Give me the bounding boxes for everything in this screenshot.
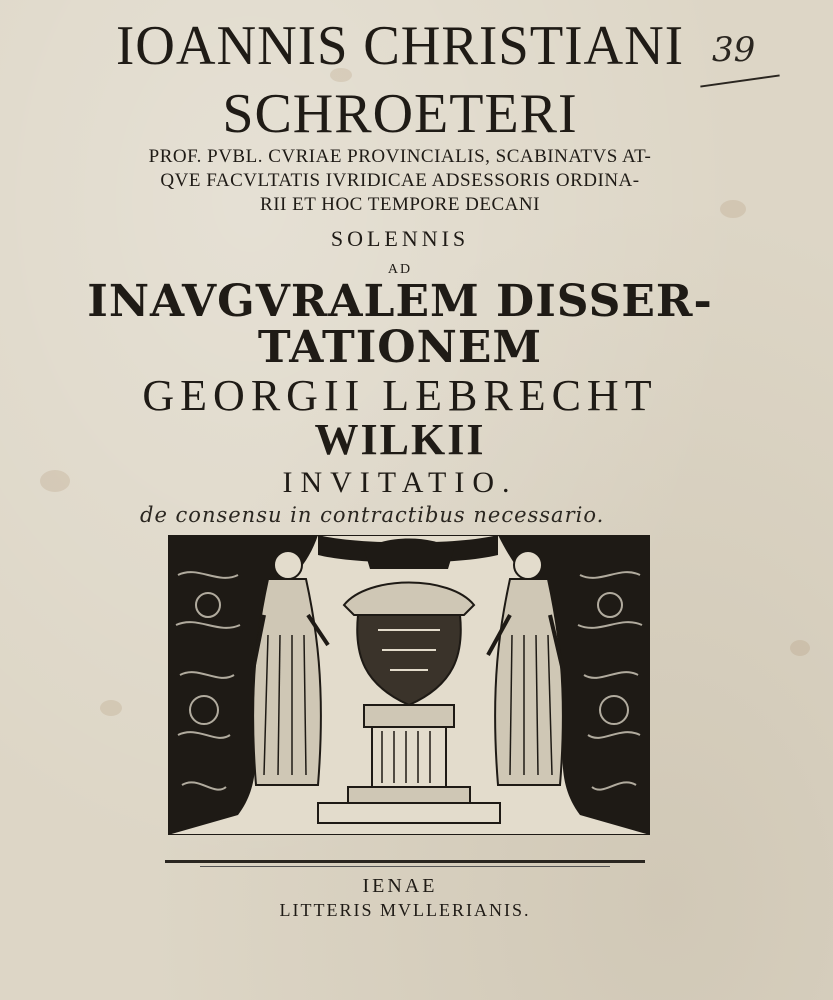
- invitatio-word: INVITATIO.: [282, 466, 518, 499]
- imprint-printer: LITTERIS MVLLERIANIS.: [279, 900, 531, 920]
- imprint-rule-thin: [200, 866, 610, 867]
- author-line-1: IOANNIS CHRISTIANI: [116, 15, 684, 77]
- handwritten-note: de consensu in contractibus necessario.: [140, 503, 605, 527]
- imprint-place: IENAE: [362, 875, 438, 897]
- handwritten-number: 39: [712, 30, 756, 70]
- candidate-name-line-1: GEORGII LEBRECHT: [142, 371, 658, 420]
- ad-word: AD: [387, 262, 413, 277]
- author-line-2: SCHROETERI: [222, 83, 578, 145]
- foxing-spot: [790, 640, 810, 656]
- subtitle-line-2: QVE FACVLTATIS IVRIDICAE ADSESSORIS ORDINA-: [160, 170, 640, 191]
- foxing-spot: [100, 700, 122, 716]
- woodcut-vignette: [168, 535, 650, 835]
- solennis-word: SOLENNIS: [330, 226, 470, 251]
- imprint-rule: [165, 860, 645, 863]
- main-title-line-2: TATIONEM: [257, 322, 543, 373]
- subtitle-line-1: PROF. PVBL. CVRIAE PROVINCIALIS, SCABINATVS AT-: [148, 146, 652, 167]
- subtitle-line-3: RII ET HOC TEMPORE DECANI: [260, 194, 540, 215]
- candidate-name-line-2: WILKII: [314, 415, 486, 464]
- main-title-line-1: INAVGVRALEM DISSER-: [87, 276, 713, 327]
